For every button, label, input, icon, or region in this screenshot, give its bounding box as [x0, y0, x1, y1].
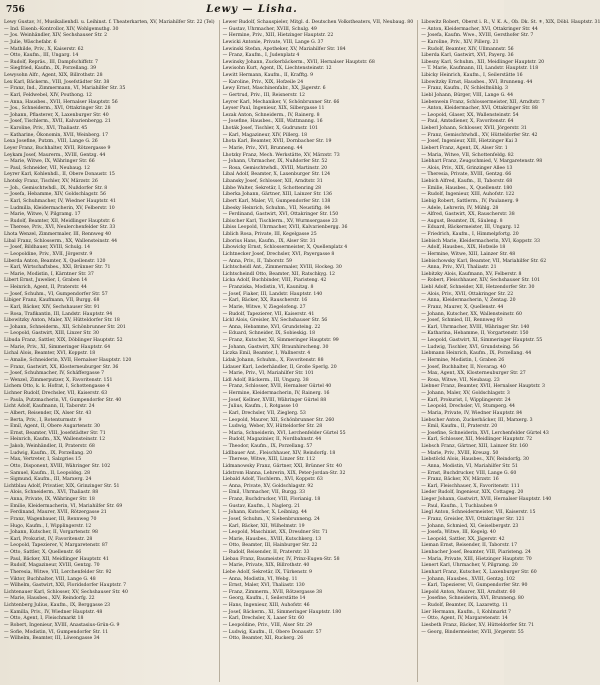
directory-entry: — Theodor, Kaufm., IX, Porzellang. 57 [222, 444, 313, 449]
directory-entry: Lewinski Stefan, Apotheker, XV, Mariahilfer Str. 184 [222, 46, 346, 52]
directory-column-2 [219, 20, 414, 682]
directory-entry: — Eduard, Bäckermeister, III, Ungarg. 12 [421, 225, 520, 231]
directory-entry: — Max, Agent, XX, Klosterneuburger Str. 27 [421, 371, 526, 377]
directory-entry: — Joh., Gemischtwhdl., IX, Nußdorfer Str. 8 [4, 185, 108, 191]
directory-entry: Libansky Josef, Schlosser, XII, Arndtstr. 31 [222, 179, 323, 184]
directory-entry: Lewysohn Alfr., Agent, XIX, Billrothstr. 28 [4, 73, 103, 78]
directory-entry: Lexa Josefine, Putzm., VIII, Lange G. 26 [4, 139, 98, 145]
directory-entry: Lichal Alois, Beamter, XVI, Koppstr. 18 [4, 351, 96, 357]
directory-entry: — Rudolf, Magazineur, XVIII, Gentzg. 70 [4, 563, 100, 569]
directory-entry: Libowicky Ernst, Schlossermeister, X, Quellenplatz 4 [222, 245, 348, 251]
directory-entry: — Karl, Magazineur, XIV, Pillerg. 18 [222, 132, 308, 138]
directory-entry: Libiger Franz, Kaufmann, VII, Burgg. 68 [4, 298, 100, 304]
directory-entry: — Mathilde, Priv., X, Kaiserstr. 62 [4, 46, 84, 52]
directory-entry: Liegl Anton, Schneidermeister, VII, Kaiserstr. 15 [421, 510, 536, 516]
directory-entry: Lhota Wenzel, Zimmermaler, III, Rennweg 40 [4, 232, 111, 237]
directory-entry: Lieberl Johann, Schlosser, XVII, Jörgerstr. 31 [421, 126, 527, 131]
directory-entry: — Rudolf, Beamter, XIV, Ullmannstr. 56 [421, 46, 514, 52]
directory-columns [4, 20, 600, 682]
directory-entry: Libicky Heinrich, Kaufm., I, Seilerstätte 16 [421, 73, 523, 78]
directory-entry: — Viktor, Buchhalter, VIII, Lange G. 48 [4, 576, 96, 582]
directory-entry: — Alfred, Gastwirt, XX, Rauscherstr. 38 [421, 212, 515, 218]
directory-entry: — Ludwig, Tischler, XVI, Grundsteing. 56 [421, 344, 519, 350]
directory-entry: — Karl, Bäcker, XIV, Sechshauser Str. 91 [4, 304, 100, 310]
directory-entry: — Robert, Ingenieur, XVIII, Anastasius-Grün-G. 9 [4, 622, 120, 628]
directory-entry: Lezak Anton, Schneiderm., IV, Rainerg. 8 [222, 112, 320, 118]
directory-entry: — Ludwig, Kaufm., IX, Porzellang. 20 [4, 450, 93, 456]
directory-entry: — Rudolf, Beamter, XII, Meidlinger Hauptstr. 6 [4, 218, 115, 224]
directory-entry: — Robert, Fleischhauer, XIV, Sechshauser Str. 101 [421, 278, 541, 284]
directory-entry: — Therese, Priv., XVI, Neulerchenfelder Str. 33 [4, 225, 116, 231]
directory-entry: — Friedrich, Kaufm., I, Himmelpfortg. 20 [421, 232, 519, 237]
directory-entry: — Franziska, Modistin, VI, Kaunitzg. 8 [222, 285, 314, 290]
directory-entry: — Paul, Bäcker, XII, Meidlinger Hauptstr. 41 [4, 556, 109, 562]
directory-entry: Lewy Gustav, ℳ, Musikalienhdl. u. Leihinst. f. Theaterkarten, XV, Mariahilfer Str. 22 (Tel) [4, 20, 215, 25]
directory-entry: — Adolf, Hausbes., XIX, Hofzeile 18 [421, 245, 506, 251]
directory-entry: — Marie, Witwe, V, Pilgramg. 17 [4, 212, 81, 218]
directory-entry: Leyrer Karl, Kohlenhdl., II, Obere Donaustr. 15 [4, 172, 115, 178]
directory-entry: — Otto, Sattler, X, Quellenstr. 66 [4, 550, 82, 555]
directory-entry: Liczka Emil, Beamter, I, Wallnerstr. 4 [222, 351, 311, 357]
directory-entry: — Emil, Uhrmacher, VII, Burgg. 33 [222, 490, 306, 496]
directory-entry: — Maria, Private, XIII, Hietzinger Hauptstr. 70 [421, 556, 532, 562]
directory-entry: Lichner Rudolf, Drechsler, VII, Kaiserstr. 63 [4, 391, 108, 396]
directory-column-1 [4, 20, 215, 682]
directory-entry: Lichtnecker Josef, Drechsler, XVI, Payergasse 8 [222, 251, 335, 257]
directory-entry: Libesny Karl, Schuhm., XII, Meidlinger Hauptstr. 20 [421, 59, 545, 65]
directory-entry: — Ernst, Beamter, VIII, Josefstädter Str. 71 [4, 430, 106, 436]
directory-entry: — Rudolf, Beamter, IX, Lazarettg. 11 [421, 603, 508, 608]
directory-entry: Lienert Karl, Uhrmacher, V, Pilgramg. 20 [421, 563, 518, 569]
directory-entry: — T. Marie, Kaufmann, III, Landstr. Hauptstr. 118 [421, 66, 539, 72]
directory-entry: — Rudolf, Repräs., III, Dampfschiffstr. 7 [4, 59, 98, 65]
directory-entry: Lhoták Josef, Tischler, X, Gudrunstr. 101 [222, 126, 318, 131]
directory-entry: Liepold Anton, Maurer, XII, Arndtstr. 60 [421, 589, 516, 595]
directory-entry: Lichtenauer Karl, Schlosser, XV, Sechshauser Str. 40 [4, 589, 128, 595]
directory-entry: Lidauer Karl, Lederhändler, II, Große Sperlg. 20 [222, 364, 337, 370]
directory-entry: — Leopold, Tapezierer, V, Margaretenstr. 87 [4, 543, 108, 549]
directory-entry: Leykam Josef, Maurerm., XVIII, Gentzg. 44 [4, 152, 106, 158]
directory-entry: Lienhart Franz, Kutscher, X, Laxenburger Str. 60 [421, 569, 537, 575]
directory-entry: — Anna, Priv., XVI, Thaliastr. 21 [421, 265, 497, 271]
directory-entry: — Karl, Bäcker, XX, Rauscherstr. 16 [222, 298, 308, 304]
directory-entry: — Marie, Hausbes., XVIII, Kutschkerg. 13 [222, 536, 322, 542]
directory-entry: — Leopold, Gastwirt, XI, Simmeringer Hauptstr. 55 [421, 338, 543, 343]
directory-entry: — Josef, Schuhm., VI, Gumpendorfer Str. 57 [4, 291, 108, 297]
directory-entry: — Anna, Modistin, VI, Webg. 11 [222, 576, 298, 582]
directory-entry: — Hermine, Modistin, I, Graben 26 [421, 357, 505, 363]
directory-entry: Leyser Paul, Ingenieur, XIX, Silbergasse 11 [222, 106, 325, 112]
directory-entry: — Franz, Gastwirt, XX, Klosterneuburger Str. 36 [4, 364, 119, 370]
directory-entry: — Hermine, Priv., XIII, Hietzinger Hauptstr. 22 [222, 33, 334, 39]
directory-entry: — Siegfried, Kaufm., IX, Porzellang. 39 [4, 66, 97, 72]
directory-entry: Lewer Rudolf, Schauspieler, Mitgl. d. Deutschen Volkstheaters, VII, Neubaug. 80 [222, 20, 414, 25]
directory-entry: Liebsch Franz, Gärtner, XIII, Lainzer Str. 160 [421, 444, 529, 449]
directory-entry: — Otto, Disponent, XVIII, Währinger Str. 102 [4, 463, 111, 469]
directory-entry: Liberda Karl, Gastwirt, XVI, Payerg. 36 [421, 53, 514, 59]
directory-entry: — Paula, Putzmacherin, VI, Gumpendorfer Str. 40 [4, 397, 122, 403]
directory-entry: — Marie, Hausbes., XIV, Reindorfg. 22 [4, 596, 95, 602]
directory-entry: Lichtenberg Julius, Kaufm., IX, Berggasse 23 [4, 603, 111, 608]
directory-entry: — Karl, Bäcker, XII, Wilhelmstr. 19 [222, 523, 305, 529]
directory-entry: — Emil, Agent, II, Obere Augartenstr. 30 [4, 424, 100, 430]
directory-entry: — Franz, Schlosser, XVII, Hernalser Gürtel 40 [222, 384, 332, 390]
directory-entry: — Heinrich, Agent, II, Praterstr. 44 [4, 285, 87, 290]
directory-entry: Liesbeth Franz, Bäcker, XV, Hütteldorfer Str. 71 [421, 622, 535, 628]
directory-entry: Libert Karl, Maler, VI, Gumpendorfer Str. 138 [222, 198, 331, 204]
directory-entry: — Johann, Pflasterer, X, Laxenburger Str. 40 [4, 112, 109, 118]
directory-entry: — Alois, Priv., XVII, Ottakringer Str. 22 [421, 291, 514, 297]
directory-entry: — Gustav, Kaufm., I, Naglerg. 21 [222, 503, 301, 509]
directory-entry: — Georg, Kaufm., I, Seilerstätte 14 [222, 596, 306, 602]
running-head: Lewy — Lisha. [206, 4, 298, 15]
directory-entry: — Paul, Amtsdiener, X, Favoritenstr. 64 [421, 119, 514, 125]
directory-entry: — Otto, Agent, I, Fleischmarkt 18 [4, 616, 84, 622]
directory-entry: — Karl, Wirtschaftsbes., XXI, Brünner Str. 71 [4, 265, 111, 271]
directory-entry: Liberka Johann, Gärtner, XIII, Lainzer Str. 136 [222, 192, 332, 198]
page-number: 756 [6, 5, 25, 15]
directory-entry: — Marie, Private, XIX, Billrothstr. 40 [222, 563, 310, 569]
directory-entry: Licht Adolf, Kaufmann, II, Taborstr. 24 [4, 404, 95, 410]
directory-entry: — Josefa, Witwe, III, Kegelg. 40 [421, 530, 496, 536]
directory-entry: Liebmann Heinrich, Kaufm., IX, Porzellang. 44 [421, 351, 532, 357]
directory-entry: Libowitz Robert, Oberst i. R., V. K. A., Ob. Dk. St. ⚜, XIX, Döbl. Hauptstr. 31 [421, 20, 600, 25]
directory-entry: — Rudolf, Ingenieur, XIII, Auhofstr. 122 [421, 192, 515, 198]
directory-entry: — Rosa, Gemischtwhdl., XVIII, Martinstr. 20 [222, 165, 328, 171]
directory-entry: — Johann, Hausbes., XVIII, Gentzg. 102 [421, 576, 516, 582]
directory-entry: — Katharine, Ökonomin, XVII, Weinberg. 17 [4, 132, 109, 138]
directory-entry: — Karl, Prokurist, I, Wipplingerstr. 24 [421, 397, 511, 403]
directory-entry: — Karoline, Priv., XIX, Hofzeile 24 [222, 79, 304, 85]
directory-entry: Liebig Robert, Sattlerm., IV, Paulanerg. 9 [421, 198, 519, 204]
directory-entry: Lhota Karl, Beamter, XVII, Dornbacher Str. 19 [222, 139, 332, 145]
directory-entry: Liebenwein Franz, Schlossermeister, XII, Arndtstr. 7 [421, 99, 545, 105]
directory-entry: — Josefine, Hausbes., XIII, Wattmanng. 16 [222, 119, 323, 125]
directory-entry: — Johann, Kutscher, X, Leibnizg. 44 [222, 510, 307, 516]
directory-entry: Lewitt Hermann, Kaufm., II, Krafftg. 9 [222, 73, 314, 78]
directory-entry: — Karl, Drechsler, VII, Zieglerg. 53 [222, 410, 306, 416]
directory-entry: Leyer Franz, Buchhalter, XVII, Rötzergasse 9 [4, 145, 111, 151]
directory-entry: — Amalie, Schneiderin, XVII, Hernalser Hauptstr. 120 [4, 357, 132, 363]
directory-entry: — Karl, Fleischhauer, X, Favoritenstr. 111 [421, 483, 520, 489]
directory-entry: — Leopoldine, Priv., XVII, Jörgerstr. 9 [4, 251, 93, 257]
directory-entry: Lewicki Antonie, Private, VIII, Lange G. 37 [222, 39, 324, 45]
directory-entry: — Otto, Beamter, III, Hainburger Str. 22 [222, 543, 318, 549]
directory-entry: Liebscher Anton, Zuckerbäcker, III, Marxerg. 3 [421, 417, 533, 423]
directory-entry: Lidak Johann, Schuhm., X, Favoritenstr. 88 [222, 357, 324, 363]
directory-entry: — Franz, Greisler, XVI, Ottakringer Str. 121 [421, 516, 525, 522]
directory-entry: Liblich Rosa, Private, III, Kegelgasse 25 [222, 232, 317, 237]
page-header [0, 2, 504, 16]
directory-entry: — Emilie, Kleidermacherin, VI, Mariahilfer Str. 69 [4, 503, 123, 509]
directory-entry: — Jakob, Weinhändler, II, Praterstr. 68 [4, 444, 95, 449]
directory-entry: — August, Beamter, IX, Säuleng. 8 [421, 218, 503, 224]
directory-entry: — Jos. Weinhändler, XIV, Sechshauser Str. 2 [4, 33, 108, 39]
directory-entry: Libowitzky Anton, Maler, XV, Hütteldorfer Str. 18 [4, 318, 120, 324]
directory-entry: — Anna, Hausbes., XVII, Hernalser Hauptstr. 56 [4, 99, 118, 105]
directory-entry: Lewinsky Johann, Zuckerbäckerm., XVII, Hernalser Hauptstr. 68 [222, 59, 375, 65]
directory-entry: Liborius Hans, Kaufm., IX, Alser Str. 31 [222, 238, 316, 244]
directory-entry: — Josef, Buchhalter, II, Novarag. 40 [421, 364, 506, 370]
directory-entry: — Maria, Witwe, VII, Schottenfeldg. 82 [421, 152, 514, 158]
directory-entry: — Josef, Tischlerm., XVII, Kalvarienbergg. 21 [4, 119, 111, 125]
directory-entry: — Franz, Buchdrucker, VIII, Florianig. 18 [222, 497, 321, 502]
directory-entry: — Theresia, Private, XVIII, Gentzg. 66 [421, 172, 512, 178]
directory-entry: — Anna, Modistin, VI, Mariahilfer Str. 51 [421, 463, 518, 469]
directory-entry: Libowitzky Ernst, Hausbes., XVI, Brunneng. 44 [421, 79, 533, 85]
directory-entry: Liebl Johann, Bürger, VIII, Lange G. 44 [421, 92, 514, 98]
directory-entry: — Franz, Wagenbauer, III, Rennweg 70 [4, 516, 97, 522]
directory-entry: Libuda Franz, Sattler, XIX, Döblinger Hauptstr. 52 [4, 338, 123, 343]
directory-entry: — Franz, Ind., Zimmermann, VI, Mariahilfer Str. 35 [4, 86, 126, 92]
directory-entry: — Rosa, Trafikantin, III, Landstr. Hauptstr. 94 [4, 311, 113, 317]
directory-entry: Licka Adolf, Buchbinder, VIII, Piaristeng. 42 [222, 278, 327, 284]
directory-entry: Libbe Walter, Sekretär, I, Schottenring 28 [222, 185, 322, 191]
directory-entry: Libert Ernst, Juwelier, I, Graben 14 [4, 278, 88, 284]
directory-entry: — Franz, Maurer, X, Quellenstr. 44 [421, 304, 504, 310]
directory-entry: Leyrer Karl, Mechaniker, V, Schönbrunner Str. 66 [222, 99, 340, 105]
directory-entry: — Josefa, Kaufm. Wwe., XVIII, Gersthofer Str. 7 [421, 33, 534, 39]
directory-entry: — Leopold, Maurer, XII, Schönbrunner Str. 260 [222, 417, 335, 423]
directory-entry: — Julius, Kaufm., I, Rotgasse 10 [222, 404, 299, 410]
directory-entry: Lichtblau Adolf, Privatier, XIX, Grinzinger Str. 51 [4, 483, 120, 489]
directory-entry: — Maria, Private, IV, Wiedner Hauptstr. 84 [421, 410, 523, 416]
directory-entry: Lidlbauer Ant., Fleischhauer, XIV, Reindorfg. 18 [222, 450, 336, 456]
directory-entry: Liebstöckl Alois, Hausbes., XIV, Reindorfg. 30 [421, 457, 529, 463]
directory-entry: — Johann, Kutscher, XX, Wallensteinstr. 60 [421, 311, 522, 317]
directory-entry: — Franz, Kaufm., IV, Schleifmühlg. 3 [421, 86, 508, 92]
directory-entry: — Johann, Gastwirt, XIV, Braunhirscheng. 30 [222, 344, 329, 350]
directory-entry: — Julie, Wäschefabr. 6 [4, 39, 57, 45]
directory-entry: — Johann, Maler, XV, Goldschlagstr. 3 [421, 391, 510, 396]
directory-entry: — Leopoldine, Priv., VIII, Alser Str. 29 [222, 622, 313, 628]
directory-entry: — Ind. Eisenb.-Kontrollor, XIV, Wohlgemuthg. 30 [4, 26, 119, 32]
directory-entry: Liebe Adolf, Sekretär, IX, Türkenstr. 9 [222, 569, 312, 575]
directory-entry: — Anton, Kleidermacher, XVI, Ottakringer Str. 88 [421, 106, 538, 112]
directory-column-3 [417, 20, 600, 682]
directory-entry: — Johann, Uhrmacher, IX, Nußdorfer Str. 52 [222, 159, 328, 165]
directory-entry: — Franz, Zimmerm., XVII, Rötzergasse 38 [222, 589, 323, 595]
directory-entry: Lichtscheindl Otto, Beamter, XII, Ratschkyg. 12 [222, 271, 335, 277]
directory-entry: — Ernst, Buchdrucker, VIII, Lange G. 60 [421, 470, 517, 476]
directory-entry: — Paul, Kaufm., I, Tuchlauben 9 [421, 503, 498, 509]
directory-entry: — Alois, Priv., XIX, Grinzinger Allee 13 [421, 165, 513, 171]
directory-entry: — Leopold, Drechsler, VI, Stumperg. 44 [421, 404, 515, 410]
directory-entry: Lewisohn Kurt, Agent, IX, Liechtensteinstr. 12 [222, 66, 332, 72]
directory-entry: — Josef, Kellner, XVIII, Währinger Gürtel 88 [222, 397, 327, 403]
directory-entry: — Josef, Schmied, III, Rennweg 93 [421, 318, 503, 324]
directory-entry: — Berta, Priv., I, Rotenturmstr. 9 [4, 417, 82, 423]
directory-entry: — Hans, Ingenieur, XIII, Auhofstr. 46 [222, 603, 310, 608]
directory-entry: — Leopold, Maschinist, XX, Dresdner Str. 71 [222, 530, 328, 536]
directory-entry: — Alois, Schneiderm., XVI, Thaliastr. 88 [4, 490, 99, 496]
directory-entry: — Rosa, Witwe, VII, Neubaug. 23 [421, 377, 500, 383]
directory-entry: — Josefine, Schneiderin, XVI, Lerchenfelder Gürtel 43 [421, 430, 549, 436]
directory-entry: — Sigmund, Kaufm., III, Marxerg. 24 [4, 477, 92, 483]
directory-entry: — Hugo, Kaufm., I, Wipplingerstr. 12 [4, 523, 92, 529]
directory-entry: — Hermine, Kleidermacherin, IV, Rainerg. 16 [222, 391, 330, 396]
directory-entry: Lickl Alois, Greisler, XV, Sechshauser Str. 56 [222, 318, 328, 324]
directory-entry: — Katharina, Hebamme, II, Vorgartenstr. 150 [421, 331, 529, 337]
directory-entry: — Marie, Priv., XVI, Brunneng. 44 [222, 145, 303, 151]
directory-entry: Lidl Adolf, Bäckerm., III, Ungarg. 38 [222, 377, 309, 383]
directory-entry: — Josef, Bäckerm., XI, Simmeringer Hauptstr. 180 [222, 609, 342, 615]
directory-entry: — Anna, Hebamme, XVI, Grundsteing. 22 [222, 324, 321, 330]
directory-entry: Lidmanowsky Franz, Gärtner, XXI, Brünner Str. 40 [222, 463, 342, 469]
directory-entry: Liebner Franz, Beamter, XVII, Hernalser Hauptstr. 3 [421, 384, 545, 390]
directory-entry: — Josef, Fiaker, III, Landstr. Hauptstr. 140 [222, 291, 323, 297]
directory-entry: — Karl, Uhrmacher, XVIII, Währinger Str. 140 [421, 324, 530, 330]
directory-entry: — Josefine, Schneiderin, XVI, Brunneng. 80 [421, 596, 524, 602]
directory-entry: — Josef, Schuhmacher, IV, Schäffergasse 7 [4, 371, 105, 377]
directory-entry: Lieman Ernst, Reisender, II, Taborstr. 17 [421, 543, 518, 549]
directory-entry: — Marie, Priv., XI, Simmeringer Hauptstr. 64 [4, 344, 111, 350]
directory-entry: — Johann, Schneiderm., XII, Schönbrunner Str. 201 [4, 324, 126, 330]
directory-entry: — Wenzel, Zimmerputzer, X, Favoritenstr. 151 [4, 377, 113, 383]
directory-entry: — Marie, Witwe, V, Ziegelofeng. 27 [222, 304, 306, 310]
directory-entry: — Franz, Kutscher, XI, Simmeringer Hauptstr. 99 [222, 338, 339, 343]
directory-entry: — Wilhelm, Gastwirt, XXI, Floridsdorfer Hauptstr. 7 [4, 583, 127, 589]
directory-entry: Lhotsky Franz, Tischler, XV, Märzstr. 26 [4, 179, 98, 184]
directory-entry: Liebert Franz, Agent, IX, Alser Str. 1 [421, 145, 508, 151]
directory-entry: Lier Hermann, Kaufm., I, Kohlmarkt 7 [421, 609, 511, 615]
directory-entry: — Max, Vertreter, I, Salzgries 15 [4, 457, 82, 463]
directory-entry: — Ludwig, Kaufm., II, Obere Donaustr. 57 [222, 629, 322, 635]
directory-entry: — Rudolf, Tapezierer, VII, Kaiserstr. 41 [222, 311, 315, 317]
directory-entry: — Ferdinand, Gastwirt, XVI, Ottakringer Str. 150 [222, 212, 339, 218]
directory-entry: Liberda Anton, Beamter, X, Quellenstr. 120 [4, 258, 106, 264]
directory-entry: Lienbacher Josef, Beamter, VIII, Piaristeng. 24 [421, 550, 531, 555]
directory-entry: Lieger Johann, Gastwirt, XVII, Hernalser Hauptstr. 140 [421, 497, 552, 502]
directory-entry: — Otto, Kaufm., III, Ungarg. 14 [4, 53, 79, 59]
directory-entry: — Leopold, Glaser, XX, Wallensteinstr. 54 [421, 112, 519, 118]
directory-entry: — Rudolf, Reisender, II, Praterstr. 33 [222, 550, 310, 555]
directory-entry: — Karl, Feldwebel, XIV, Pouthong. 12 [4, 92, 92, 98]
directory-entry: — Otto, Beamter, XII, Ruckerg. 26 [222, 636, 304, 642]
directory-entry: — Anton, Kleidermacher, XVI, Ottakringer Str. 44 [421, 26, 538, 32]
directory-entry: — Gertrud, Priv., III, Reisnerstr. 12 [222, 92, 305, 98]
directory-entry: — Marie, Witwe, IX, Währinger Str. 66 [4, 159, 95, 165]
directory-entry: — Ludmilla, Kleidermacherin, XV, Felberstr. 10 [4, 205, 115, 211]
directory-entry: Liebich Alfred, Kaufm., II, Taborstr. 68 [421, 179, 513, 184]
directory-entry: Lichem Otto, k. k. Hofrat, I, Schottengasse 4 [4, 384, 110, 390]
directory-entry: — Franz, Kaufm., I, Judenplatz 4 [222, 53, 300, 59]
directory-entry: — Rudolf, Magazinier, II, Nordbahnstr. 44 [222, 437, 322, 443]
directory-entry: — Anna, Private, XV, Goldschlagstr. 92 [222, 483, 314, 489]
directory-entry: — Maria, Schneiderin, XVI, Lerchenfelder Gürtel 55 [222, 430, 346, 436]
directory-entry: — Anna, Priv., II, Taborstr. 59 [222, 258, 292, 264]
directory-entry: — Karl, Schlosser, XII, Meidlinger Hauptstr. 72 [421, 437, 533, 443]
directory-entry: — Anna, Kleidermacherin, V, Zentag. 20 [421, 298, 516, 304]
directory-entry: — Gustav, Uhrmacher, XVIII, Schulg. 49 [222, 26, 317, 32]
directory-entry: Libal Franz, Schlosserm., XX, Wallensteinstr. 44 [4, 238, 118, 244]
directory-entry: — Josefa, Hebamme, XIV, Goldschlagstr. 56 [4, 192, 106, 198]
directory-entry: Liebhart Franz, Zeugschmied, V, Margaretenstr. 98 [421, 159, 543, 165]
directory-entry: Lhotzky Franz, Mech. Werkstätte, XV, Märzstr. 73 [222, 152, 340, 158]
directory-entry: — Paul, Schneider, VII, Neubaug. 12 [4, 165, 90, 171]
directory-entry: Liebl Adolf, Schneider, XII, Hetzendorfer Str. 30 [421, 285, 535, 290]
directory-entry: — Franz, Gemischtwhdl., XV, Hütteldorfer Str. 42 [421, 132, 538, 138]
directory-entry: — Johann, Schmied, XI, Geiselbergstr. 23 [421, 523, 519, 529]
directory-entry: — Marie, Priv., VI, Mariahilfer Str. 101 [222, 371, 314, 377]
directory-entry: — Karoline, Priv., XIV, Pillerg. 21 [421, 39, 499, 45]
directory-entry: Liebald Adolf, Tischlerm., XVI, Koppstr. 63 [222, 477, 323, 483]
directory-entry: Libesky Heinrich, Schuhm., VII, Neustiftg. 84 [222, 205, 331, 211]
directory-entry: — Sofie, Modistin, VI, Gumpendorfer Str. 11 [4, 629, 109, 635]
directory-entry: Libischer Karl, Tischlerm., XV, Wurmsergasse 23 [222, 218, 338, 224]
directory-entry: — Marie, Priv., XVIII, Kreuzg. 50 [421, 450, 499, 456]
directory-entry: — Emil, Kaufm., II, Praterstr. 20 [421, 424, 498, 430]
directory-entry: Lidstrom Hanna, Lehrerin, XIX, Peter-Jordan-Str. 32 [222, 470, 346, 476]
directory-entry: — Georg, Bindermeister, XVII, Jörgerstr. 55 [421, 629, 524, 635]
directory-entry: Liebau Franz, Baumeister, IV, Prinz-Eugen-Str. 58 [222, 556, 340, 562]
directory-entry: Liebisch Marie, Kleidermacherin, XVI, Koppstr. 33 [421, 238, 540, 244]
directory-entry: — Karl, Prokurist, IV, Favoritenstr. 28 [4, 536, 93, 542]
directory-entry: Lex Karl, Bäckerm., VIII, Josefstädter Str. 38 [4, 79, 110, 85]
directory-entry: Lieder Rudolf, Ingenieur, XIX, Cottageg. 20 [421, 490, 524, 496]
directory-entry: — Karl, Drechsler, X, Laaer Str. 60 [222, 616, 305, 622]
directory-entry: — Ferdinand, Maurer, XVII, Rötzergasse 21 [4, 510, 107, 516]
directory-entry: — Franz, Bäcker, XV, Märzstr. 16 [421, 477, 499, 483]
directory-entry: — Karoline, Priv., XVI, Thaliastr. 45 [4, 126, 88, 131]
directory-entry: — Therese, Witwe, XIII, Linzer Str. 112 [222, 457, 316, 463]
directory-entry: — Heinrich, Kaufm., XX, Wallensteinstr. 12 [4, 437, 106, 443]
directory-entry: — Johann, Kutscher, II, Vorgartenstr. 98 [4, 530, 98, 536]
directory-entry: — Hermine, Witwe, XIII, Lainzer Str. 48 [421, 251, 516, 257]
directory-entry: — Josef, Bildhauer, XVIII, Schulg. 14 [4, 245, 91, 251]
directory-entry: — Albert, Reisender, IX, Alser Str. 43 [4, 410, 92, 416]
directory-entry: — Anna, Private, IX, Währinger Str. 18 [4, 497, 95, 502]
directory-entry: — Jos., Schneiderm., XVI, Ottakringer Str. 28 [4, 106, 111, 112]
directory-entry: — Emilie, Hausbes., X, Quellenstr. 180 [421, 185, 513, 191]
directory-entry: — Leopold, Sattler, XX, Jägerstr. 42 [421, 536, 505, 542]
directory-entry: — Adele, Lehrerin, IV, Mühlg. 28 [421, 205, 499, 211]
directory-entry: Libal Adolf, Beamter, X, Laxenburger Str. 124 [222, 172, 331, 178]
directory-entry: — Otto, Agent, IV, Margaretenstr. 14 [421, 616, 508, 622]
directory-entry: — Theresia, Witwe, VII, Lerchenfelder Str. 92 [4, 569, 112, 575]
directory-entry: — Ludwig, Weber, XV, Hütteldorfer Str. 28 [222, 424, 323, 430]
directory-entry: — Ernst, Maler, XVI, Thaliastr. 130 [222, 583, 305, 589]
directory-entry: — Wilhelm, Beamter, III, Löwengasse 34 [4, 636, 100, 642]
directory-entry: Lewy Ernst, Maschinenfabr., XX, Jägerstr. 6 [222, 86, 326, 92]
directory-entry: Liebitzky Alois, Kaufmann, XV, Felberstr. 8 [421, 271, 522, 277]
directory-entry: — Josef, Ingenieur, XIII, Hietzinger Kai 3 [421, 139, 518, 145]
directory-entry: Libiss Leopold, Uhrmacher, XVII, Kalvarienbergg. 36 [222, 225, 348, 231]
directory-entry: — Leopold, Gastwirt, XIII, Linzer Str. 30 [4, 331, 99, 337]
directory-entry: Liebischowsky Karl, Beamter, VII, Mariahilfer Str. 62 [421, 258, 547, 264]
directory-entry: Lichtscheidl Ant., Zimmermaler, XVIII, Hockeg. 30 [222, 265, 342, 271]
directory-entry: — Kamilla, Priv., IV, Wiedner Hauptstr. 48 [4, 609, 103, 615]
directory-entry: — Josef, Schuhm., V, Siebenbrunneng. 24 [222, 516, 320, 522]
directory-entry: — Eduard, Schneider, IX, Sobieskig. 18 [222, 331, 316, 337]
directory-entry: — Marie, Modistin, I, Kärntner Str. 37 [4, 271, 94, 277]
directory-entry: — Samuel, Kaufm., II, Leopoldsg. 28 [4, 470, 91, 476]
directory-entry: — Karl, Tapezierer, VI, Gumpendorfer Str. 90 [421, 583, 528, 589]
directory-entry: — Karl, Schuhmacher, IV, Wiedner Hauptstr. 41 [4, 198, 116, 204]
